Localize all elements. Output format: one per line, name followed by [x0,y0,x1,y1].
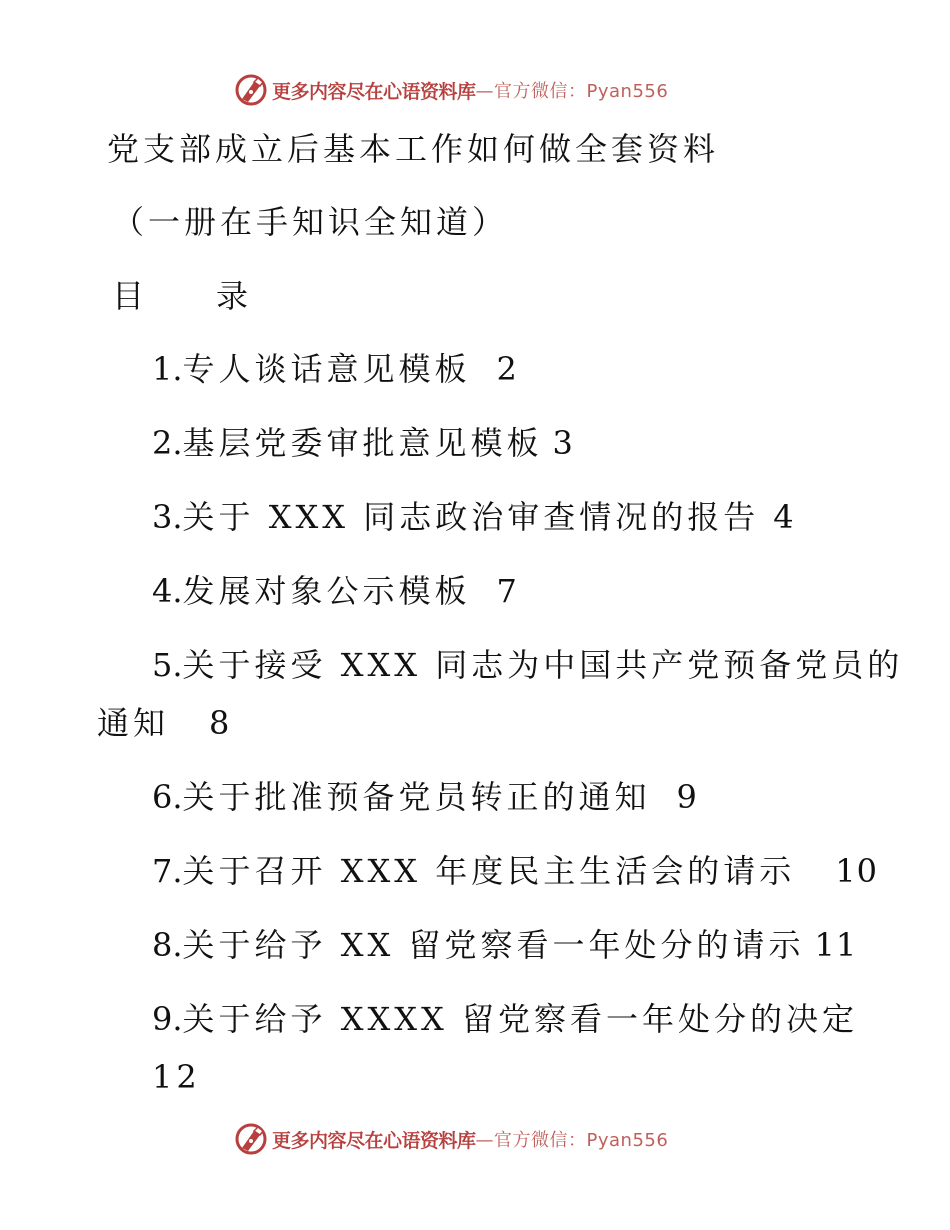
toc-entry-text: 关于批准预备党员转正的通知 [182,778,651,816]
toc-entry-number: 4. [152,572,183,610]
pen-nib-logo-icon [234,73,268,107]
document-subtitle: （一册在手知识全知道） [112,203,509,241]
toc-entry-number: 9. [152,1000,183,1038]
toc-heading-right: 录 [216,277,251,315]
toc-entry-page: 10 [835,852,878,890]
toc-entry-number: 5. [152,646,183,684]
toc-entry-text: 关于 XXX 同志政治审查情况的报告 [182,498,760,536]
toc-entry-number: 8. [152,926,183,964]
toc-entry-8[interactable] [152,925,857,965]
watermark-main-text: 更多内容尽在心语资料库 [272,1129,476,1152]
toc-heading-left: 目 [112,277,147,315]
footer-watermark [234,1122,668,1156]
toc-entry-text: 专人谈话意见模板 [182,350,471,388]
toc-entry-5-continued[interactable] [97,703,233,743]
toc-entry-page: 9 [676,778,698,816]
toc-entry-2[interactable] [152,423,574,463]
toc-entry-page: 4 [773,498,795,536]
toc-entry-number: 7. [152,852,183,890]
toc-entry-9[interactable] [152,999,858,1039]
toc-entry-page: 12 [152,1058,201,1096]
watermark-wechat-text: —官方微信：Pyan556 [475,81,669,102]
toc-entry-text: 关于召开 XXX 年度民主生活会的请示 [182,852,796,890]
toc-entry-number: 1. [152,350,183,388]
toc-entry-page: 7 [496,572,518,610]
toc-entry-4[interactable] [152,571,518,611]
watermark-main-text: 更多内容尽在心语资料库 [272,80,476,103]
toc-entry-page: 3 [552,424,574,462]
toc-entry-number: 2. [152,424,183,462]
toc-entry-page: 2 [496,350,518,388]
toc-entry-page: 8 [209,704,234,742]
toc-entry-5[interactable] [152,645,903,685]
document-title: 党支部成立后基本工作如何做全套资料 [107,130,720,168]
pen-nib-logo-icon [234,1122,268,1156]
watermark-wechat-text: —官方微信：Pyan556 [475,1130,669,1151]
toc-entry-text-continued: 通知 [97,704,170,742]
header-watermark [234,73,668,107]
toc-entry-text: 基层党委审批意见模板 [182,424,543,462]
toc-entry-text: 关于接受 XXX 同志为中国共产党预备党员的 [182,646,904,684]
toc-heading [112,276,250,316]
toc-entry-page: 11 [814,926,858,964]
toc-entry-9-continued[interactable] [152,1057,201,1097]
toc-entry-text: 关于给予 XXXX 留党察看一年处分的决定 [182,1000,859,1038]
toc-entry-3[interactable] [152,497,795,537]
toc-entry-number: 3. [152,498,183,536]
toc-entry-1[interactable] [152,349,518,389]
toc-entry-text: 关于给予 XX 留党察看一年处分的请示 [182,926,805,964]
toc-entry-text: 发展对象公示模板 [182,572,471,610]
toc-entry-7[interactable] [152,851,878,891]
toc-entry-6[interactable] [152,777,698,817]
toc-entry-number: 6. [152,778,183,816]
